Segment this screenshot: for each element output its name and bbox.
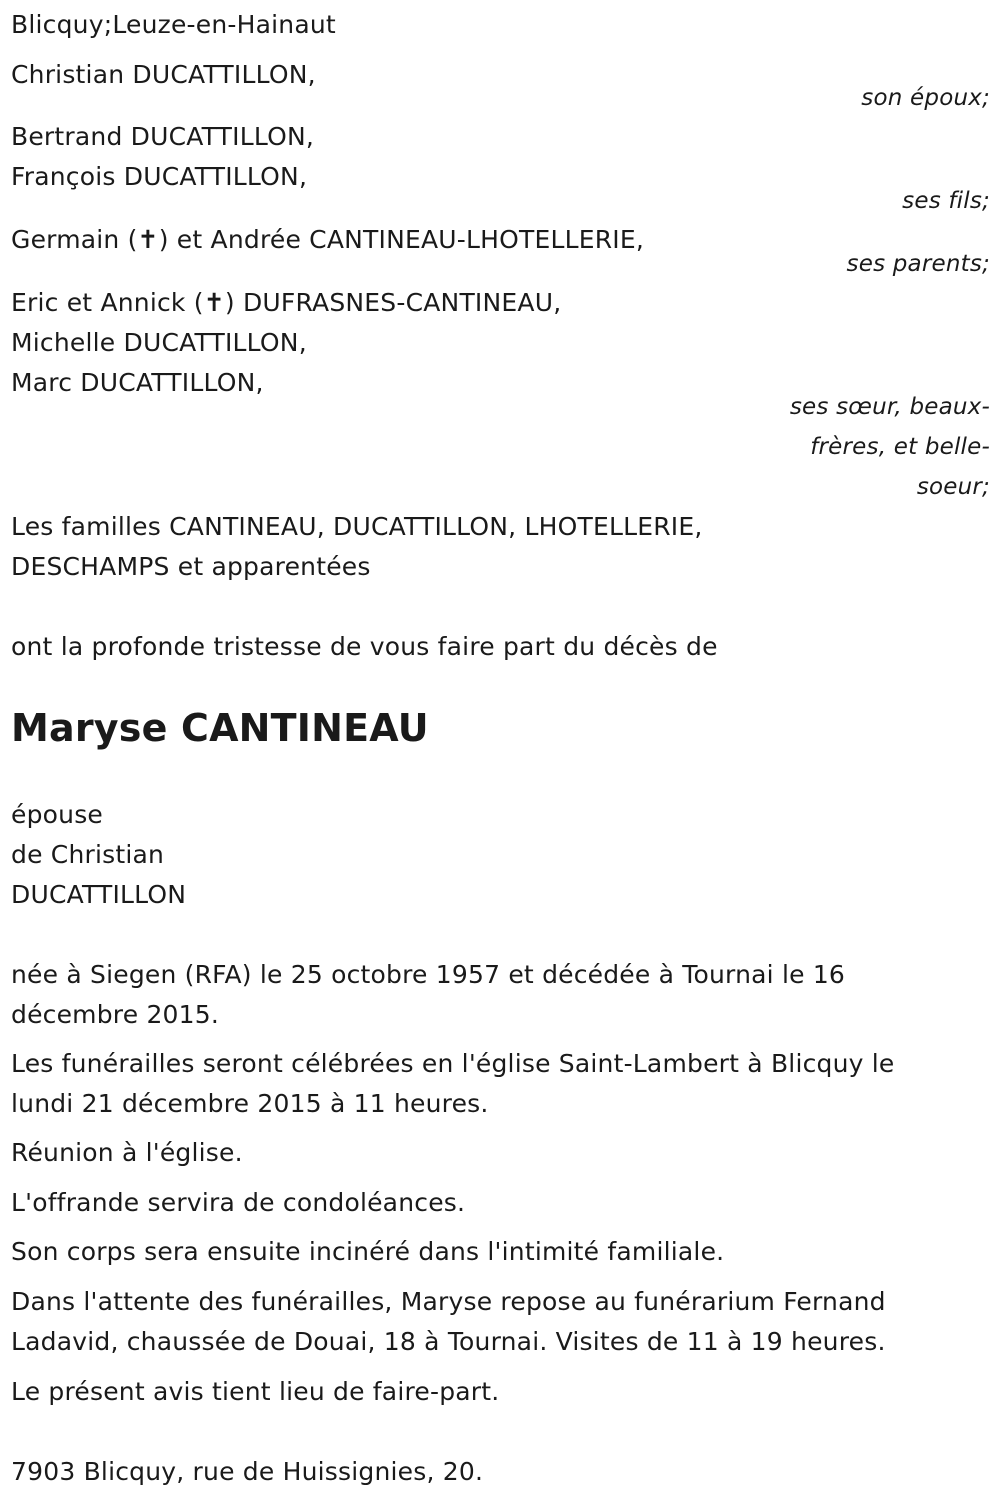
spouse-of-line-3: DUCATTILLON [11,880,187,909]
sibling-name-2: Michelle DUCATTILLON, [11,328,307,357]
families-line-2: DESCHAMPS et apparentées [11,552,371,581]
son-name-1: Bertrand DUCATTILLON, [11,122,315,151]
location-line: Blicquy;Leuze-en-Hainaut [11,10,336,39]
spouse-of-line-1: épouse [11,800,103,829]
address-line: 7903 Blicquy, rue de Huissignies, 20. [11,1457,484,1486]
sons-role: ses fils; [902,188,990,214]
birth-death-line-2: décembre 2015. [11,1000,220,1029]
son-name-2: François DUCATTILLON, [11,162,308,191]
visitation-line-1: Dans l'attente des funérailles, Maryse repose au funérarium Fernand [11,1287,886,1316]
sibling-name-1: Eric et Annick (✝) DUFRASNES-CANTINEAU, [11,288,562,317]
parents-name: Germain (✝) et Andrée CANTINEAU-LHOTELLERIE, [11,225,645,254]
parents-role: ses parents; [846,251,990,277]
visitation-line-2: Ladavid, chaussée de Douai, 18 à Tournai. Visites de 11 à 19 heures. [11,1327,886,1356]
notice-line: Le présent avis tient lieu de faire-part. [11,1377,500,1406]
meeting-line: Réunion à l'église. [11,1138,243,1167]
cremation-line: Son corps sera ensuite incinéré dans l'intimité familiale. [11,1237,725,1266]
spouse-of-line-2: de Christian [11,840,165,869]
families-line-1: Les familles CANTINEAU, DUCATTILLON, LHOTELLERIE, [11,512,703,541]
siblings-role-3: soeur; [916,474,990,500]
funeral-line-1: Les funérailles seront célébrées en l'église Saint-Lambert à Blicquy le [11,1049,895,1078]
offering-line: L'offrande servira de condoléances. [11,1188,466,1217]
deceased-name: Maryse CANTINEAU [11,706,429,750]
funeral-line-2: lundi 21 décembre 2015 à 11 heures. [11,1089,489,1118]
spouse-role: son époux; [861,85,990,111]
spouse-name: Christian DUCATTILLON, [11,60,316,89]
announcement: ont la profonde tristesse de vous faire part du décès de [11,632,718,661]
sibling-name-3: Marc DUCATTILLON, [11,368,264,397]
siblings-role-2: frères, et belle- [810,434,990,460]
siblings-role-1: ses sœur, beaux- [789,394,990,420]
birth-death-line-1: née à Siegen (RFA) le 25 octobre 1957 et décédée à Tournai le 16 [11,960,846,989]
